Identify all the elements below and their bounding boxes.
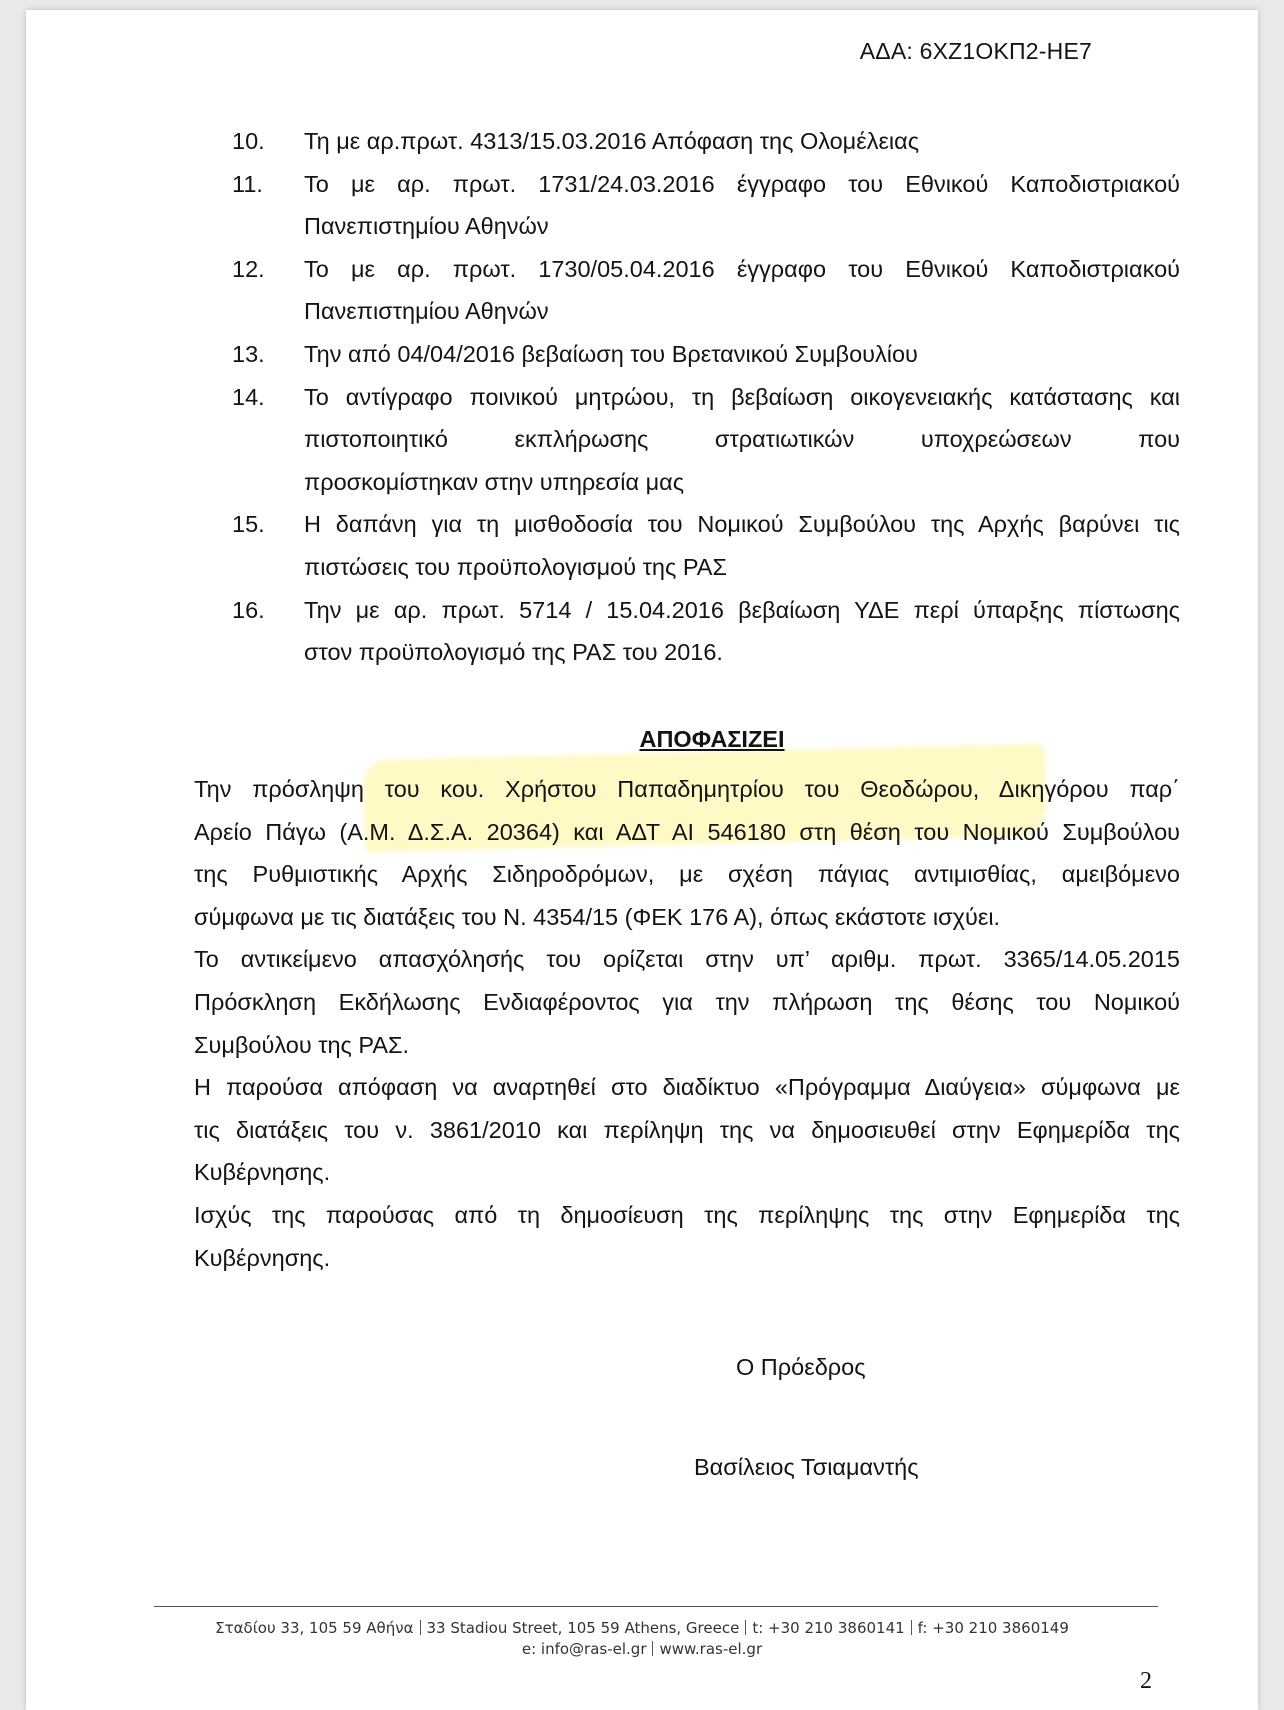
footer-separator <box>652 1641 653 1656</box>
consideration-number: 14. <box>232 383 265 410</box>
decision-line: της Ρυθμιστικής Αρχής Σιδηροδρόμων, με σχέση πάγιας αντιμισθίας, αμειβόμενο <box>194 861 1180 888</box>
footer-email: e: info@ras-el.gr <box>521 1640 647 1658</box>
consideration-text <box>304 503 1180 588</box>
consideration-text <box>304 120 1180 163</box>
footer-address-gr: Σταδίου 33, 105 59 Αθήνα <box>215 1619 414 1637</box>
decision-line: Συμβούλου της ΡΑΣ. <box>194 1031 410 1058</box>
consideration-line: Την με αρ. πρωτ. 5714 / 15.04.2016 βεβαίωση ΥΔΕ περί ύπαρξης πίστωσης <box>304 596 1180 623</box>
consideration-number: 13. <box>232 340 265 367</box>
consideration-line: πιστώσεις του προϋπολογισμού της ΡΑΣ <box>304 553 727 580</box>
consideration-line: Πανεπιστημίου Αθηνών <box>304 213 549 240</box>
consideration-line: στον προϋπολογισμό της ΡΑΣ του 2016. <box>304 639 723 666</box>
consideration-line: προσκομίστηκαν στην υπηρεσία μας <box>304 468 685 495</box>
decision-line: Κυβέρνησης. <box>194 1159 331 1186</box>
consideration-number: 15. <box>232 511 265 538</box>
consideration-line: Τη με αρ.πρωτ. 4313/15.03.2016 Απόφαση της Ολομέλειας <box>304 128 920 154</box>
consideration-text <box>304 589 1180 674</box>
footer <box>26 1618 1258 1660</box>
consideration-item <box>232 333 1180 376</box>
footer-phone: t: +30 210 3860141 <box>752 1619 905 1637</box>
footer-separator <box>420 1620 421 1635</box>
footer-line-2 <box>26 1639 1258 1660</box>
consideration-line: Την από 04/04/2016 βεβαίωση του Βρετανικού Συμβουλίου <box>304 340 918 367</box>
consideration-item <box>232 589 1180 674</box>
footer-web: www.ras-el.gr <box>659 1640 763 1658</box>
decision-line: Ισχύς της παρούσας από τη δημοσίευση της περίληψης της στην Εφημερίδα της <box>194 1201 1180 1228</box>
consideration-number: 16. <box>232 596 265 623</box>
decision-body <box>194 768 1180 1279</box>
consideration-text <box>304 333 1180 376</box>
decision-line: σύμφωνα με τις διατάξεις του Ν. 4354/15 (ΦΕΚ 176 Α), όπως εκάστοτε ισχύει. <box>194 903 1001 930</box>
consideration-item <box>232 503 1180 588</box>
consideration-line: πιστοποιητικό εκπλήρωσης στρατιωτικών υποχρεώσεων που <box>304 426 1180 453</box>
decision-line: Η παρούσα απόφαση να αναρτηθεί στο διαδίκτυο «Πρόγραμμα Διαύγεια» σύμφωνα με <box>194 1074 1180 1101</box>
consideration-item <box>232 163 1180 248</box>
consideration-line: Πανεπιστημίου Αθηνών <box>304 298 549 325</box>
consideration-line: Το με αρ. πρωτ. 1731/24.03.2016 έγγραφο του Εθνικού Καποδιστριακού <box>304 170 1180 197</box>
consideration-text <box>304 248 1180 333</box>
consideration-number: 10. <box>232 128 265 154</box>
consideration-item <box>232 120 1180 163</box>
footer-separator <box>911 1620 912 1635</box>
president-title: Ο Πρόεδρος <box>736 1354 866 1380</box>
consideration-item <box>232 376 1180 504</box>
footer-address-en: 33 Stadiou Street, 105 59 Athens, Greece <box>426 1619 740 1637</box>
consideration-line: Το αντίγραφο ποινικού μητρώου, τη βεβαίωση οικογενειακής κατάστασης και <box>304 383 1180 410</box>
consideration-item <box>232 248 1180 333</box>
decision-line: Κυβέρνησης. <box>194 1244 331 1271</box>
consideration-number: 12. <box>232 255 265 282</box>
decision-line: Το αντικείμενο απασχόλησής του ορίζεται στην υπ’ αριθμ. πρωτ. 3365/14.05.2015 <box>194 946 1180 973</box>
ada-code: ΑΔΑ: 6ΧΖ1ΟΚΠ2-ΗΕ7 <box>859 38 1092 64</box>
consideration-line: Το με αρ. πρωτ. 1730/05.04.2016 έγγραφο του Εθνικού Καποδιστριακού <box>304 255 1180 282</box>
decision-heading: ΑΠΟΦΑΣΙΖΕΙ <box>639 726 785 752</box>
consideration-text <box>304 376 1180 504</box>
decision-line: Πρόσκληση Εκδήλωσης Ενδιαφέροντος για την πλήρωση της θέσης του Νομικού <box>194 988 1180 1015</box>
footer-divider <box>154 1606 1158 1607</box>
footer-fax: f: +30 210 3860149 <box>917 1619 1069 1637</box>
consideration-line: Η δαπάνη για τη μισθοδοσία του Νομικού Συμβούλου της Αρχής βαρύνει τις <box>304 511 1180 538</box>
document-page <box>26 10 1258 1710</box>
signatory-name: Βασίλειος Τσιαμαντής <box>694 1454 919 1480</box>
footer-separator <box>745 1620 746 1635</box>
footer-line-1 <box>26 1618 1258 1639</box>
considerations-list <box>232 120 1180 674</box>
consideration-text <box>304 163 1180 248</box>
page-number: 2 <box>1140 1668 1152 1694</box>
decision-line: Αρείο Πάγω (Α.Μ. Δ.Σ.Α. 20364) και ΑΔΤ ΑΙ 546180 στη θέση του Νομικού Συμβούλου <box>194 818 1180 845</box>
consideration-number: 11. <box>232 170 263 197</box>
decision-line: τις διατάξεις του ν. 3861/2010 και περίληψη της να δημοσιευθεί στην Εφημερίδα της <box>194 1116 1180 1143</box>
decision-line: Την πρόσληψη του κου. Χρήστου Παπαδημητρίου του Θεοδώρου, Δικηγόρου παρ΄ <box>194 776 1180 802</box>
